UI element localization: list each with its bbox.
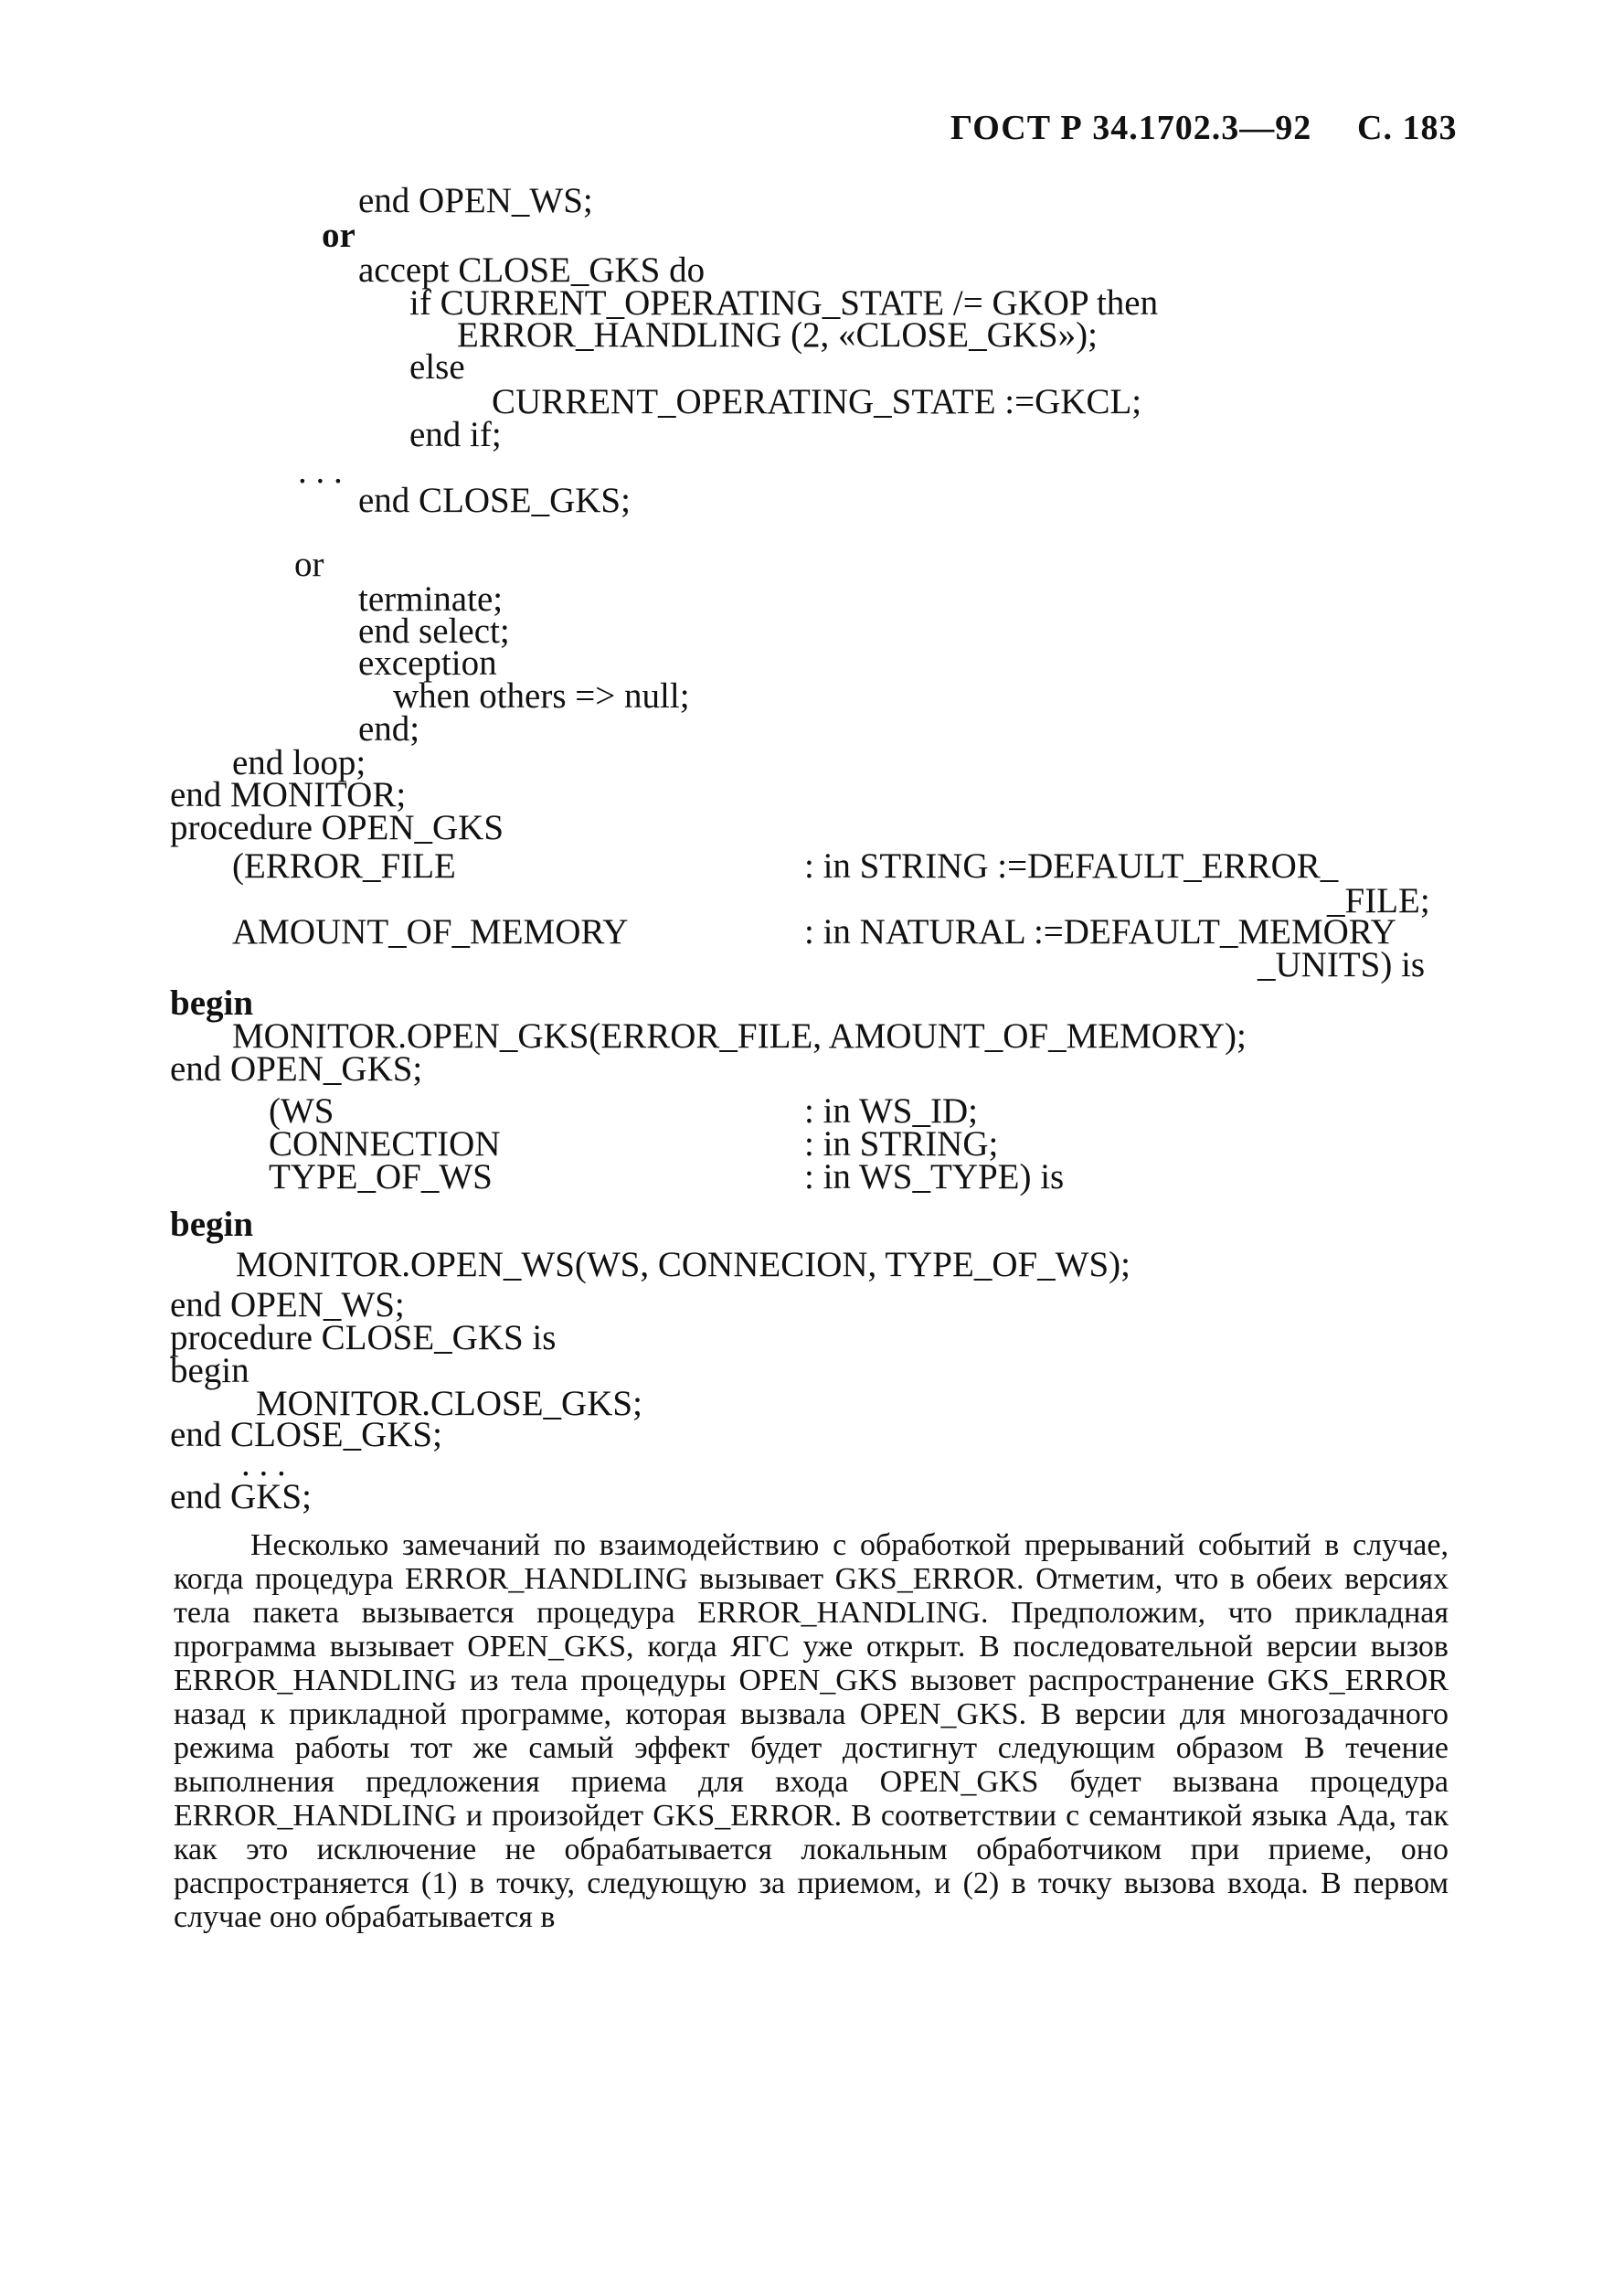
code-line: begin [170,1351,249,1390]
code-line: end select; [358,611,510,651]
code-line: else [409,347,465,387]
code-line: end OPEN_GKS; [170,1049,423,1089]
code-param-name: (WS [269,1091,334,1131]
code-line: end CLOSE_GKS; [358,481,631,520]
code-line: begin [170,1205,254,1244]
code-line: or [294,545,324,584]
code-line: begin [170,984,254,1023]
code-continuation: _UNITS) is [1258,945,1426,984]
code-param-type: : in NATURAL :=DEFAULT_MEMORY [804,912,1396,952]
code-line: end; [358,709,420,749]
code-line: terminate; [358,579,504,619]
code-line: accept CLOSE_GKS do [358,250,706,290]
code-line: MONITOR.OPEN_WS(WS, CONNECION, TYPE_OF_WS); [236,1245,1130,1284]
code-line: end OPEN_WS; [170,1285,405,1324]
code-line: MONITOR.OPEN_GKS(ERROR_FILE, AMOUNT_OF_MEMORY); [232,1016,1247,1056]
code-line: when others => null; [393,676,690,716]
code-line: procedure OPEN_GKS [170,808,504,847]
code-line: if CURRENT_OPERATING_STATE /= GKOP then [409,283,1159,323]
code-line: end CLOSE_GKS; [170,1415,442,1454]
code-line: end if; [409,415,502,454]
code-line: MONITOR.CLOSE_GKS; [256,1384,642,1423]
code-line: exception [358,643,497,683]
code-param-name: (ERROR_FILE [232,846,456,886]
code-line: or [322,216,356,255]
code-param-name: CONNECTION [269,1124,501,1164]
code-param-type: : in WS_TYPE) is [804,1157,1065,1196]
code-line: end GKS; [170,1477,312,1516]
code-line: end loop; [232,743,366,782]
code-ellipsis: . . . [298,452,343,491]
code-param-name: TYPE_OF_WS [269,1157,493,1196]
code-line: end OPEN_WS; [358,181,593,220]
code-ellipsis: . . . [241,1444,286,1483]
body-text [174,1528,1449,1934]
code-param-type: : in STRING :=DEFAULT_ERROR_ [804,846,1339,886]
code-line: procedure CLOSE_GKS is [170,1318,557,1357]
code-line: end MONITOR; [170,775,407,814]
code-line: ERROR_HANDLING (2, «CLOSE_GKS»); [457,315,1098,355]
standard-number: ГОСТ Р 34.1702.3—92 [950,109,1312,147]
code-param-name: AMOUNT_OF_MEMORY [232,912,629,952]
code-param-type: : in WS_ID; [804,1091,978,1131]
page-number: С. 183 [1357,109,1458,147]
paragraph: Несколько замечаний по взаимодействию с обработкой прерываний событий в случае, когда процедура ERROR_HANDLING вызывает GKS_ERROR. Отметим, что в обеих версиях тела пакета вызывается процедура ERROR_HANDLING. Предположим, что прикладная программа вызывает OPEN_GKS, когда ЯГС уже открыт. В последовательной версии вызов ERROR_HANDLING из тела процедуры OPEN_GKS вызовет распространение GKS_ERROR назад к прикладной программе, которая вызвала OPEN_GKS. В версии для многозадачного режима работы тот же самый эффект будет достигнут следующим образом В течение выполнения предложения приема для входа OPEN_GKS будет вызвана процедура ERROR_HANDLING и произойдет GKS_ERROR. В соответствии с семантикой языка Ада, так как это исключение не обрабатывается локальным обработчиком при приеме, оно распространяется (1) в точку, следующую за приемом, и (2) в точку вызова входа. В первом случае оно обрабатывается в [174,1528,1449,1934]
code-continuation: _FILE; [1327,881,1430,920]
code-line: CURRENT_OPERATING_STATE :=GKCL; [492,382,1142,421]
code-param-type: : in STRING; [804,1124,999,1164]
